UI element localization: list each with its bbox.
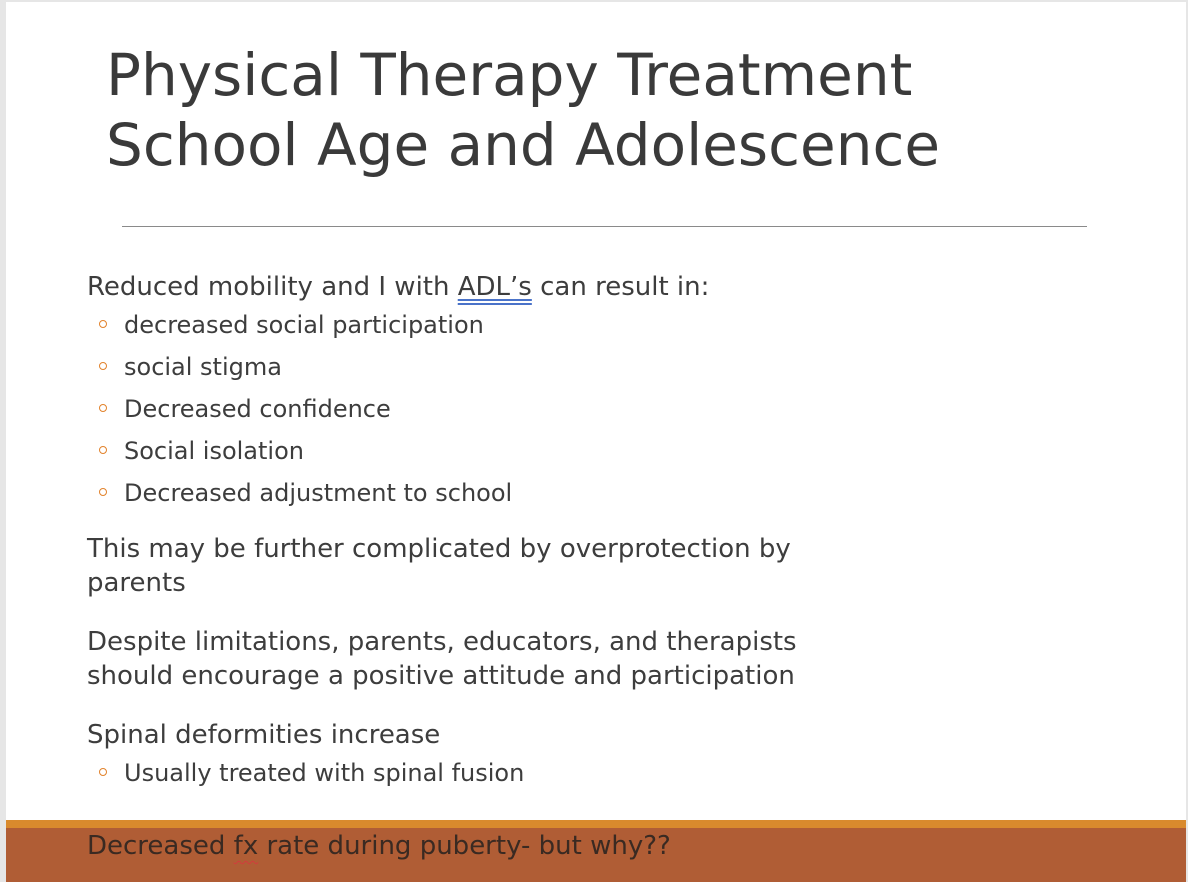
para5-text-post: rate during puberty- but why??: [258, 831, 671, 861]
circle-bullet-icon: [99, 404, 107, 412]
circle-bullet-icon: [99, 362, 107, 370]
list-item: [87, 346, 847, 388]
spacer: [87, 600, 847, 625]
adls-smart-tag[interactable]: ADL’s: [457, 272, 532, 302]
list-item: [87, 472, 847, 514]
list-item: [87, 388, 847, 430]
list-item-text: decreased social participation: [124, 311, 484, 339]
spacer: [87, 514, 847, 532]
list-item-text: Decreased adjustment to school: [124, 479, 513, 507]
paragraph-spinal-deformities: Spinal deformities increase: [87, 720, 441, 750]
title-divider: [122, 226, 1087, 227]
title-line-1: Physical Therapy Treatment: [106, 41, 913, 109]
slide: [6, 2, 1186, 882]
list-item-text: Usually treated with spinal fusion: [124, 759, 525, 787]
list-item: [87, 304, 847, 346]
list-item: [87, 752, 847, 794]
bullet-list-spinal: [87, 752, 847, 794]
list-item-text: Decreased confidence: [124, 395, 391, 423]
title-line-2: School Age and Adolescence: [106, 111, 941, 179]
slide-title[interactable]: [106, 40, 940, 180]
list-item-text: social stigma: [124, 353, 282, 381]
circle-bullet-icon: [99, 488, 107, 496]
paragraph-fracture-rate[interactable]: [87, 828, 671, 864]
paragraph-reduced-mobility: [87, 270, 847, 304]
spacer: [87, 693, 847, 718]
misspelled-word-fx[interactable]: fx: [233, 831, 259, 861]
para1-text-post: can result in:: [531, 272, 710, 302]
list-item: [87, 430, 847, 472]
list-item-text: Social isolation: [124, 437, 304, 465]
circle-bullet-icon: [99, 768, 107, 776]
paragraph-overprotection: This may be further complicated by overprotection by parents: [87, 534, 791, 598]
para5-text-pre: Decreased: [87, 831, 234, 861]
para1-text-pre: Reduced mobility and I with: [87, 272, 458, 302]
bullet-list-effects: [87, 304, 847, 514]
footer-accent-bar: [6, 820, 1186, 828]
circle-bullet-icon: [99, 320, 107, 328]
circle-bullet-icon: [99, 446, 107, 454]
paragraph-encourage: Despite limitations, parents, educators, and therapists should encourage a positive attitude and participation: [87, 627, 797, 691]
slide-body[interactable]: [87, 270, 847, 794]
